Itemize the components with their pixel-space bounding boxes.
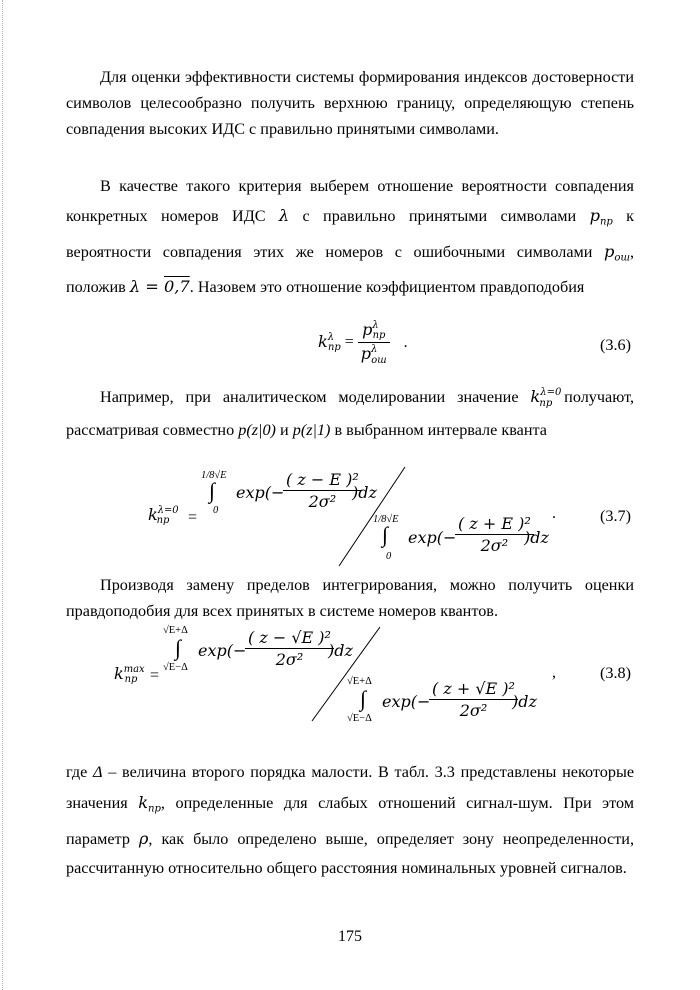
equals-sign: = bbox=[188, 509, 198, 526]
k-pr-lambda: $k^\lambda_{пр}$ bbox=[318, 331, 341, 354]
lambda-symbol: λ bbox=[278, 206, 290, 225]
paragraph-3-text-d: в выбранном интервале кванта bbox=[334, 420, 547, 439]
exp-term: exp(− bbox=[198, 641, 247, 660]
paragraph-1-text: Для оценки эффективности системы формирования индексов достоверности символов целесообразно получить верхнюю границу, определяющую степень совпадения высоких ИДС с правильно принятыми символами. bbox=[66, 68, 634, 138]
paragraph-5-text-b: – величина второго порядка малости. В табл. 3.3 представлены некоторые значения bbox=[66, 763, 635, 812]
upper-limit: √E+Δ bbox=[347, 676, 372, 687]
upper-limit: √E+Δ bbox=[163, 625, 188, 636]
equation-comma: , bbox=[552, 664, 556, 681]
denominator-fraction: $\frac{\text{( z + √E )²}}{\text{2σ²}}$ bbox=[429, 679, 518, 720]
paragraph-3-text-a: Например, при аналитическом моделировании значение bbox=[100, 388, 519, 407]
paragraph-4-text: Производя замену пределов интегрирования, можно получить оценки правдоподобия для всех принятых в системе номеров квантов. bbox=[66, 576, 634, 620]
paragraph-5-text-d: , как было определено выше, определяет зону неопределенности, рассчитанную относительно общего расстояния номинальных уровней сигналов. bbox=[66, 829, 634, 877]
lower-limit: √E−Δ bbox=[347, 713, 372, 724]
delta-symbol: Δ bbox=[92, 763, 103, 781]
exp-term: exp(− bbox=[408, 528, 457, 547]
paragraph-2-text-e: . Назовем это отношение коэффициентом правдоподобия bbox=[189, 278, 585, 296]
dz-term: )dz bbox=[352, 483, 377, 502]
dz-term: )dz bbox=[328, 641, 353, 660]
slash-3-8 bbox=[312, 627, 380, 721]
paragraph-2-text-c: к вероятности совпадения этих же номеров с ошибочными символами bbox=[66, 207, 635, 261]
denominator-fraction: $\frac{\text{( z + E )²}}{\text{2σ²}}$ bbox=[455, 514, 534, 555]
rho-symbol: ρ bbox=[138, 828, 149, 848]
dz-term: )dz bbox=[512, 692, 537, 711]
paragraph-3-text-c: и bbox=[280, 420, 289, 439]
equation-period: . bbox=[552, 505, 556, 522]
equals-sign: = bbox=[344, 333, 354, 351]
equals-sign: = bbox=[150, 667, 160, 684]
paragraph-2-text-d: , положив bbox=[66, 242, 634, 296]
integral-sign: ∫ bbox=[175, 635, 182, 660]
numerator-fraction: $\frac{\text{( z − √E )²}}{\text{2σ²}}$ bbox=[245, 628, 334, 669]
k-pr-lambda0: $k^{\lambda=0}_{пр}$ bbox=[530, 387, 562, 409]
exp-term: exp(− bbox=[382, 692, 431, 711]
upper-limit: 1/8√E bbox=[201, 470, 227, 481]
k-pr-lambda0-lhs: $k^{\lambda=0}_{пр}$ bbox=[148, 505, 179, 527]
page-number: 175 bbox=[338, 928, 362, 945]
upper-limit: 1/8√E bbox=[373, 514, 399, 525]
p-z-0: p(z|0) bbox=[238, 420, 276, 439]
k-pr-max-lhs: $k^{max}_{пр}$ bbox=[114, 664, 145, 686]
paragraph-3-text-b: получают, рассматривая совместно bbox=[66, 388, 634, 439]
integral-sign: ∫ bbox=[382, 522, 389, 547]
paragraph-5-text-c: , определенные для слабых отношений сигнал-шум. При этом параметр bbox=[66, 793, 635, 848]
equation-number-3-7: (3.7) bbox=[600, 507, 632, 525]
p-osh-symbol: $p_{ош}$ bbox=[604, 241, 630, 263]
integral-sign: ∫ bbox=[209, 478, 216, 503]
lower-limit: 0 bbox=[213, 505, 219, 516]
p-z-1: p(z|1) bbox=[292, 420, 331, 439]
equation-number-3-8: (3.8) bbox=[600, 664, 632, 682]
k-pr-symbol: $k_{пр}$ bbox=[138, 792, 161, 814]
p-pr-symbol: $p_{пр}$ bbox=[589, 206, 613, 228]
lambda-equation: λ = 0,7 bbox=[129, 277, 190, 296]
paragraph-2-text-a: В качестве такого критерия выберем отношение вероятности совпадения конкретных номеров ИДС bbox=[66, 177, 634, 225]
paragraph-5 bbox=[66, 758, 634, 884]
dz-term: )dz bbox=[524, 528, 549, 547]
likelihood-fraction: $\frac{p^\lambda_{пр}}{p^\lambda_{ош}}$ bbox=[358, 320, 390, 366]
slash-3-7 bbox=[339, 467, 405, 566]
numerator-fraction: $\frac{\text{( z − E )²}}{\text{2σ²}}$ bbox=[283, 470, 362, 511]
lower-limit: 0 bbox=[386, 551, 392, 562]
integral-sign: ∫ bbox=[360, 686, 367, 711]
lower-limit: √E−Δ bbox=[163, 662, 188, 673]
equation-number-3-6: (3.6) bbox=[600, 336, 632, 354]
equation-period: . bbox=[403, 333, 408, 351]
paragraph-5-text-a: где bbox=[66, 763, 88, 781]
exp-term: exp(− bbox=[236, 483, 285, 502]
paragraph-2-text-b: с правильно принятыми символами bbox=[302, 207, 577, 225]
